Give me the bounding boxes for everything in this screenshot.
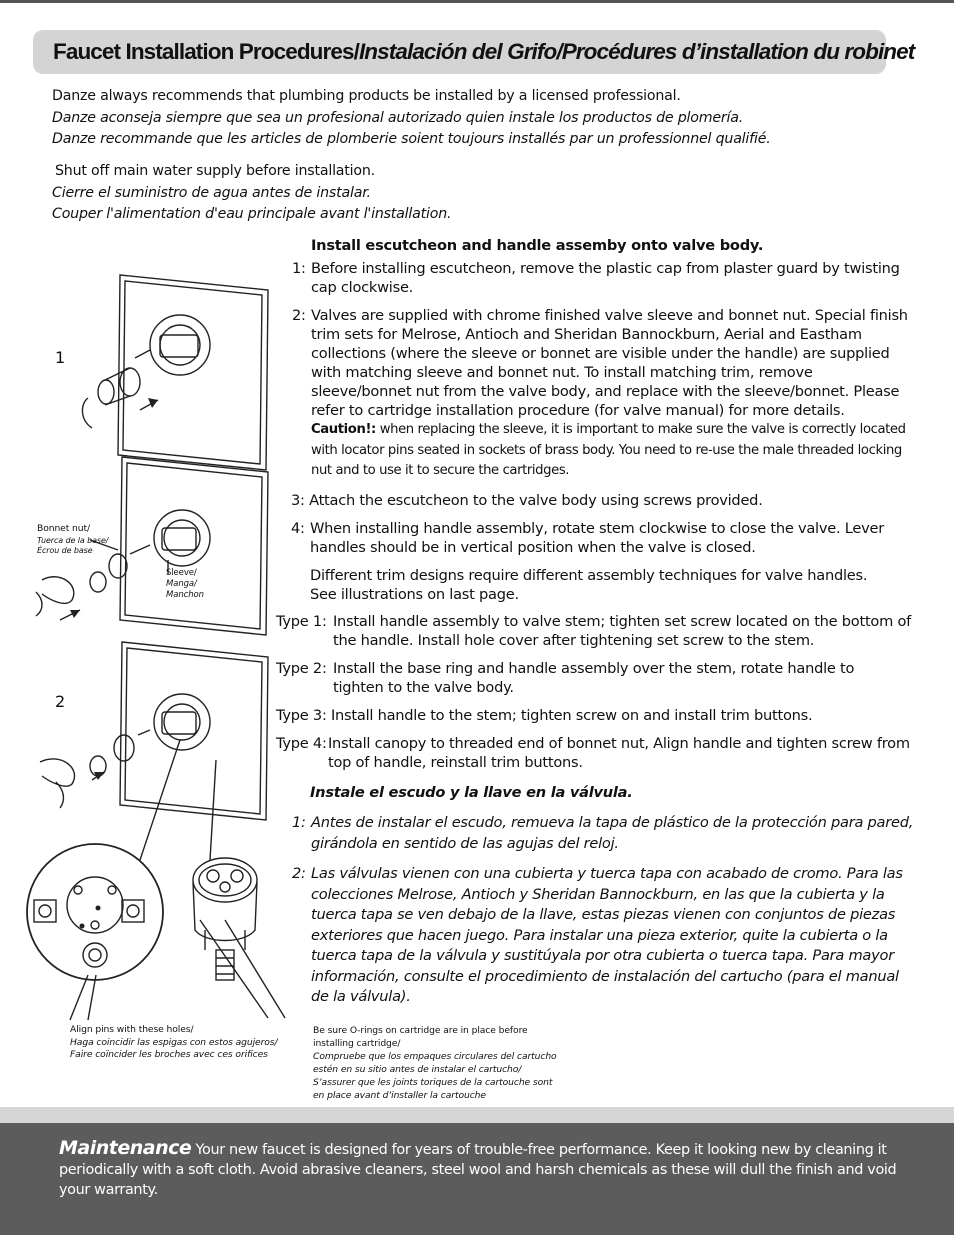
- title-fr: Procédures d’installation du robinet: [561, 39, 915, 64]
- step-1-number: 1:: [292, 260, 306, 277]
- align-caption-es: Haga coincidir las espigas con estos agujeros/: [70, 1036, 278, 1048]
- align-caption-en: Align pins with these holes/: [70, 1024, 194, 1035]
- type-3-text: Type 3: Install handle to the stem; tighten screw on and install trim buttons.: [276, 707, 813, 724]
- align-pins-caption: [70, 1024, 278, 1062]
- maintenance-top-band: [0, 1107, 954, 1123]
- step-2-text: Valves are supplied with chrome finished valve sleeve and bonnet nut. Special finish trim sets for Melrose, Antioch and Sheridan Bannockburn, Aerial and Eastham collections (where the sleeve or bonnet are visible under the handle) are supplied with matching sleeve and bonnet nut. To install matching trim, remove sleeve/bonnet nut from the valve body, and replace with the sleeve/bonnet. Please refer to cartridge installation procedure (for valve manual) for more details.: [311, 307, 908, 419]
- maintenance-section: [0, 1123, 954, 1235]
- align-caption-fr: Faire coïncider les broches avec ces orifices: [70, 1049, 268, 1060]
- license-notice: [52, 86, 771, 151]
- top-rule: [0, 0, 954, 3]
- type-2-label: Type 2:: [276, 660, 327, 677]
- sleeve-caption-fr: Manchon: [166, 590, 204, 600]
- title-en: Faucet Installation Procedures/: [53, 39, 359, 64]
- maintenance-text: [59, 1138, 919, 1200]
- maintenance-body: Your new faucet is designed for years of trouble-free performance. Keep it looking new by cleaning it periodically with a soft cloth. Avoid abrasive cleaners, steel wool and harsh chemicals as these will dull the finish and void your warranty.: [59, 1142, 897, 1198]
- bonnet-caption-en: Bonnet nut/: [37, 523, 90, 534]
- paso-1-number: 1:: [292, 814, 306, 831]
- caution-text: when replacing the sleeve, it is important to make sure the valve is correctly located with locator pins seated in sockets of brass body. You need to re-use the male threaded locking nut and to use it to secure the cartridges.: [311, 422, 906, 478]
- caution-label: Caution!:: [311, 422, 376, 437]
- oring-caption-en: Be sure O-rings on cartridge are in place before installing cartridge/: [313, 1025, 528, 1049]
- shutoff-en: Shut off main water supply before installation.: [55, 163, 375, 179]
- type-4-text: Install canopy to threaded end of bonnet nut, Align handle and tighten screw from top of handle, reinstall trim buttons.: [328, 735, 910, 771]
- step-3-text: 3: Attach the escutcheon to the valve body using screws provided.: [291, 492, 763, 509]
- steps-heading-es: Instale el escudo y la llave en la válvula.: [310, 784, 633, 801]
- steps-heading-en: Install escutcheon and handle assemby onto valve body.: [311, 237, 764, 254]
- title-es: Instalación del Grifo/: [358, 39, 562, 64]
- license-en: Danze always recommends that plumbing products be installed by a licensed professional.: [52, 88, 681, 104]
- sleeve-caption-en: Sleeve/: [166, 568, 197, 578]
- sleeve-caption: [166, 568, 204, 601]
- figure-label-1: 1: [55, 348, 66, 367]
- caution-note: [311, 420, 919, 482]
- step-4-number: 4:: [291, 520, 305, 537]
- bonnet-caption-es: Tuerca de la base/: [37, 535, 109, 545]
- type-1-text: Install handle assembly to valve stem; tighten set screw located on the bottom of the handle. Install hole cover after tightening set screw to the stem.: [333, 613, 912, 649]
- bonnet-nut-caption: [37, 523, 108, 556]
- oring-caption-es: Compruebe que los empaques circulares del cartucho estén en su sitio antes de instalar el cartucho/: [313, 1051, 557, 1075]
- type-4-label: Type 4:: [276, 735, 327, 752]
- figure-label-2: 2: [55, 692, 66, 711]
- paso-1-text: Antes de instalar el escudo, remueva la tapa de plástico de la protección para pared, girándola en sentido de las agujas del reloj.: [311, 814, 914, 852]
- license-fr: Danze recommande que les articles de plomberie soient toujours installés par un professionnel qualifié.: [52, 131, 771, 147]
- step-4-text: When installing handle assembly, rotate stem clockwise to close the valve. Lever handles should be in vertical position when the valve is closed.: [310, 520, 884, 556]
- sleeve-caption-es: Manga/: [166, 579, 197, 589]
- paso-2-text: Las válvulas vienen con una cubierta y tuerca tapa con acabado de cromo. Para las colecciones Melrose, Antioch y Sheridan Bannockburn, en las que la cubierta y la tuerca tapa se ven debajo de la llave, estas piezas vienen con conjuntos de piezas exteriores que hacen juego. Para instalar una pieza exterior, quite la cubierta o la tuerca tapa de la válvula y sustitúyala por otra cubierta o tuerca tapa. Para mayor información, consulte el procedimiento de instalación del cartucho (para el manual de la válvula).: [311, 865, 903, 1005]
- shutoff-fr: Couper l'alimentation d'eau principale avant l'installation.: [52, 206, 452, 222]
- license-es: Danze aconseja siempre que sea un profesional autorizado quien instale los productos de plomería.: [52, 109, 744, 126]
- bonnet-caption-fr: Écrou de base: [37, 545, 93, 555]
- title-bar: [33, 30, 915, 74]
- oring-caption-fr: S’assurer que les joints toriques de la cartouche sont en place avant d’installer la cartouche: [313, 1077, 553, 1101]
- installation-illustration: [0, 260, 290, 1110]
- trim-design-note: Different trim designs require different assembly techniques for valve handles. See illustrations on last page.: [310, 567, 868, 603]
- page-title: [53, 39, 914, 65]
- maintenance-label: Maintenance: [59, 1137, 192, 1159]
- type-1-label: Type 1:: [276, 613, 327, 630]
- step-1-text: Before installing escutcheon, remove the plastic cap from plaster guard by twisting cap clockwise.: [311, 260, 900, 296]
- type-2-text: Install the base ring and handle assembly over the stem, rotate handle to tighten to the valve body.: [333, 660, 855, 696]
- o-ring-caption: [313, 1024, 565, 1102]
- shutoff-notice: [52, 161, 451, 226]
- step-2-number: 2:: [292, 307, 306, 324]
- paso-2-number: 2:: [292, 865, 306, 882]
- shutoff-es: Cierre el suministro de agua antes de instalar.: [52, 184, 371, 201]
